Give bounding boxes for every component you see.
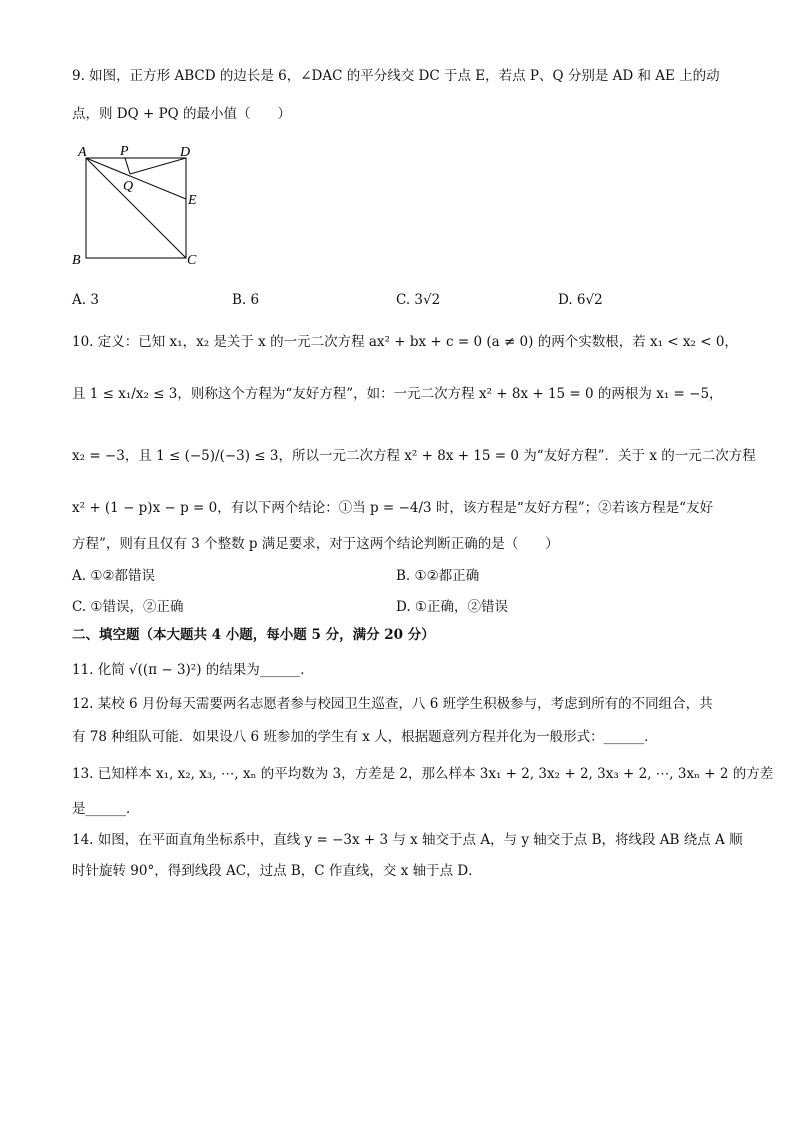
q10-option-a[interactable]: A. ①②都错误 — [72, 568, 156, 584]
q9-option-a[interactable]: A. 3 — [72, 292, 99, 308]
q10-line-4: x² + (1 − p)x − p = 0，有以下两个结论：①当 p = −4/3 时，该方程是“友好方程”；②若该方程是“友好 — [72, 500, 714, 516]
q9-option-b[interactable]: B. 6 — [232, 292, 260, 308]
q9-square-figure — [70, 140, 210, 270]
q10-option-c[interactable]: C. ①错误，②正确 — [72, 599, 184, 615]
q9-option-d[interactable]: D. 6√2 — [558, 292, 603, 308]
label-E: E — [188, 193, 197, 208]
q10-option-b[interactable]: B. ①②都正确 — [396, 568, 480, 584]
q14-line-1: 14. 如图，在平面直角坐标系中，直线 y = −3x + 3 与 x 轴交于点 A，与 y 轴交于点 B，将线段 AB 绕点 A 顺 — [72, 832, 743, 848]
q10-line-1: 10. 定义：已知 x₁，x₂ 是关于 x 的一元二次方程 ax² + bx + c = 0 (a ≠ 0) 的两个实数根，若 x₁ < x₂ < 0， — [72, 334, 738, 350]
q9-line-2: 点，则 DQ + PQ 的最小值（ ） — [72, 106, 292, 122]
section-heading: 二、填空题（本大题共 4 小题，每小题 5 分，满分 20 分） — [72, 627, 435, 643]
q13-line-2: 是______． — [72, 801, 140, 817]
q10-line-3: x₂ = −3，且 1 ≤ (−5)/(−3) ≤ 3，所以一元二次方程 x² + 8x + 15 = 0 为“友好方程”．关于 x 的一元二次方程 — [72, 448, 756, 464]
q10-line-2: 且 1 ≤ x₁/x₂ ≤ 3，则称这个方程为“友好方程”，如：一元二次方程 x² + 8x + 15 = 0 的两根为 x₁ = −5， — [72, 386, 723, 402]
q9-line-1: 9. 如图，正方形 ABCD 的边长是 6，∠DAC 的平分线交 DC 于点 E，若点 P、Q 分别是 AD 和 AE 上的动 — [72, 68, 720, 84]
q12-line-2: 有 78 种组队可能．如果设八 6 班参加的学生有 x 人，根据题意列方程并化为一般形式：______． — [72, 729, 658, 745]
label-Q: Q — [123, 179, 134, 194]
q10-line-5: 方程”，则有且仅有 3 个整数 p 满足要求，对于这两个结论判断正确的是（ ） — [72, 536, 559, 552]
q9-option-c[interactable]: C. 3√2 — [396, 292, 441, 308]
label-C: C — [187, 253, 197, 268]
q14-line-2: 时针旋转 90°，得到线段 AC，过点 B，C 作直线，交 x 轴于点 D． — [72, 863, 482, 879]
label-B: B — [72, 253, 81, 268]
label-P: P — [120, 144, 129, 159]
label-D: D — [180, 145, 191, 160]
q11-text: 11. 化简 √((π − 3)²) 的结果为______． — [72, 662, 314, 678]
q12-line-1: 12. 某校 6 月份每天需要两名志愿者参与校园卫生巡查，八 6 班学生积极参与，考虑到所有的不同组合，共 — [72, 696, 713, 712]
q13-line-1: 13. 已知样本 x₁, x₂, x₃, ⋯, xₙ 的平均数为 3，方差是 2，那么样本 3x₁ + 2, 3x₂ + 2, 3x₃ + 2, ⋯, 3xₙ + 2 的方差 — [72, 766, 774, 782]
q10-option-d[interactable]: D. ①正确，②错误 — [396, 599, 509, 615]
label-A: A — [78, 145, 87, 160]
